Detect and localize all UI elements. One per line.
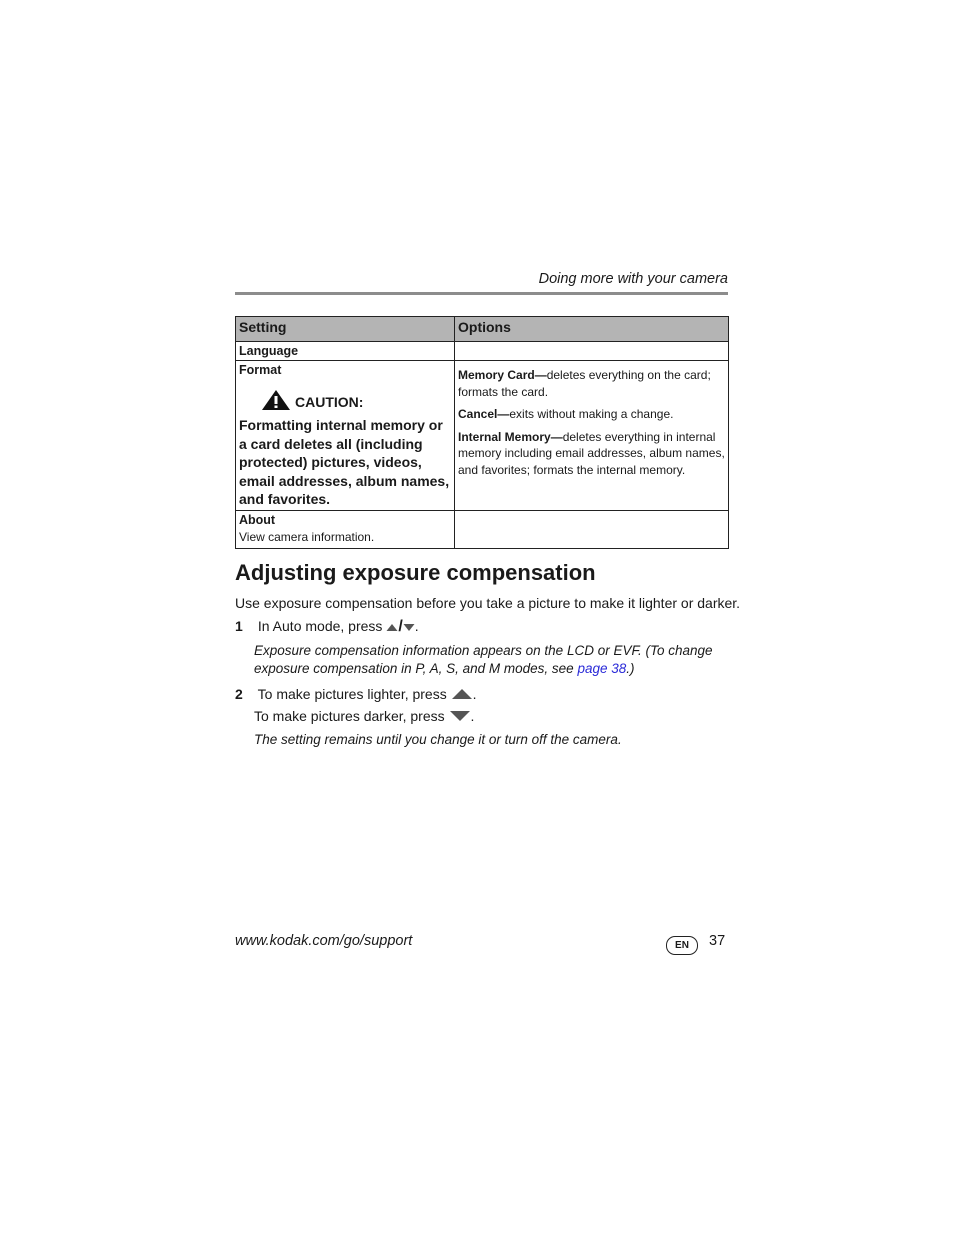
caution-heading — [239, 389, 451, 415]
table-row — [236, 342, 729, 361]
options-format-cell — [455, 361, 729, 511]
option-cancel: Cancel—exits without making a change. — [458, 407, 674, 421]
slash-separator: / — [398, 618, 403, 635]
warning-icon — [261, 389, 291, 415]
table-header-row — [236, 317, 729, 342]
footer-url[interactable]: www.kodak.com/go/support — [235, 933, 413, 949]
section-intro: Use exposure compensation before you take a picture to make it lighter or darker. — [235, 595, 741, 611]
setting-format: Format — [239, 363, 282, 377]
up-arrow-icon — [451, 687, 473, 703]
options-about — [455, 511, 729, 549]
section-title: Adjusting exposure compensation — [235, 560, 596, 585]
page-link[interactable]: page 38 — [577, 660, 627, 676]
option-memory-card: Memory Card—deletes everything on the card; formats the card. — [458, 368, 711, 399]
language-badge: EN — [666, 936, 698, 955]
settings-table — [235, 316, 729, 549]
step-2-darker: To make pictures darker, press . — [254, 708, 475, 724]
down-arrow-icon — [449, 709, 471, 725]
setting-about: About — [239, 513, 276, 528]
setting-about-cell — [236, 511, 455, 549]
step-2-lighter-text: To make pictures lighter, press — [257, 686, 447, 702]
down-arrow-icon — [403, 619, 415, 635]
table-row — [236, 511, 729, 549]
caution-label: CAUTION: — [295, 394, 364, 410]
caution-block — [239, 389, 451, 508]
option-internal-memory: Internal Memory—deletes everything in internal memory including email addresses, album names, and favorites; formats the internal memory. — [458, 429, 725, 477]
setting-format-cell — [236, 361, 455, 511]
step-1-text: In Auto mode, press — [257, 618, 383, 634]
column-header-setting: Setting — [236, 317, 455, 342]
header-rule — [235, 292, 728, 295]
options-language — [455, 342, 729, 361]
column-header-options: Options — [455, 317, 729, 342]
table-row — [236, 361, 729, 511]
running-header: Doing more with your camera — [538, 271, 728, 287]
step-1: 1 In Auto mode, press / . — [235, 618, 419, 635]
step-1-note: Exposure compensation information appears on the LCD or EVF. (To change exposure compensation in P, A, S, and M modes, see page 38.) — [254, 643, 713, 676]
page-number: 37 — [709, 933, 726, 949]
about-description: View camera information. — [239, 530, 375, 545]
up-arrow-icon — [386, 619, 398, 635]
setting-language: Language — [236, 342, 455, 361]
step-2-darker-text: To make pictures darker, press — [254, 708, 445, 724]
caution-text: Formatting internal memory or a card deletes all (including protected) pictures, videos, email addresses, album names, and favorites. — [239, 417, 450, 508]
step-number: 2 — [235, 686, 243, 702]
step-2-note: The setting remains until you change it or turn off the camera. — [254, 732, 622, 747]
step-2: 2 To make pictures lighter, press . — [235, 686, 477, 702]
step-number: 1 — [235, 618, 243, 634]
